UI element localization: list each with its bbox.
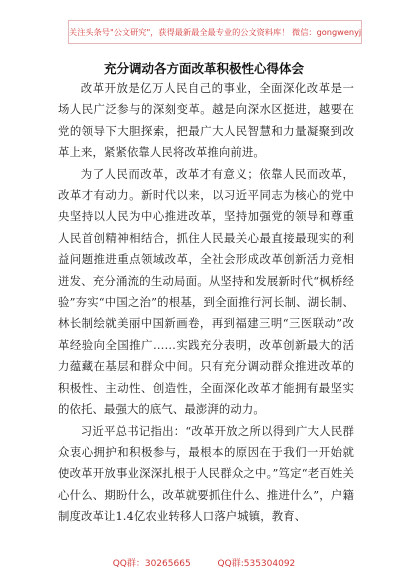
document-body xyxy=(58,78,354,528)
footer-qq-group-1: QQ群：30265665 xyxy=(112,559,191,569)
paragraph: 为了人民而改革，改革才有意义；依靠人民而改革，改革才有动力。新时代以来，以习近平同志为核心的党中央坚持以人民为中心推进改革，坚持加强党的领导和尊重人民首创精神相结合，抓住人民最关心最直接最现实的利益问题推进重点领域改革，全社会形成改革创新活力竞相迸发、充分涌流的生动局面。从坚持和发展新时代“枫桥经验”夯实“中国之治”的根基，到全面推行河长制、湖长制、林长制绘就美丽中国新画卷，再到福建三明“三医联动”改革经验向全国推广……实践充分表明，改革创新最大的活力蕴藏在基层和群众中间。只有充分调动群众推进改革的积极性、主动性、创造性，全面深化改革才能拥有最坚实的依托、最强大的底气、最澎湃的动力。 xyxy=(58,166,354,417)
header-banner: 关注头条号"公文研究"，获得最新最全最专业的公文资料库！ 微信：gongwenyj xyxy=(68,20,362,44)
footer-contact xyxy=(0,556,408,569)
document-title: 充分调动各方面改革积极性心得体会 xyxy=(103,61,304,76)
footer-qq-group-2: QQ群:535304092 xyxy=(217,559,296,569)
paragraph: 习近平总书记指出：“改革开放之所以得到广大人民群众衷心拥护和积极参与，最根本的原因在于我们一开始就使改革开放事业深深扎根于人民群众之中。”笃定“老百姓关心什么、期盼什么，改革就要抓住什么、推进什么”，户籍制度改革让1.4亿农业转移人口落户城镇，教育、 xyxy=(58,423,354,524)
paragraph: 改革开放是亿万人民自己的事业，全面深化改革是一场人民广泛参与的深刻变革。越是向深水区挺进，越要在党的领导下大胆探索，把最广大人民智慧和力量凝聚到改革上来，紧紧依靠人民将改革推向前进。 xyxy=(58,81,354,160)
